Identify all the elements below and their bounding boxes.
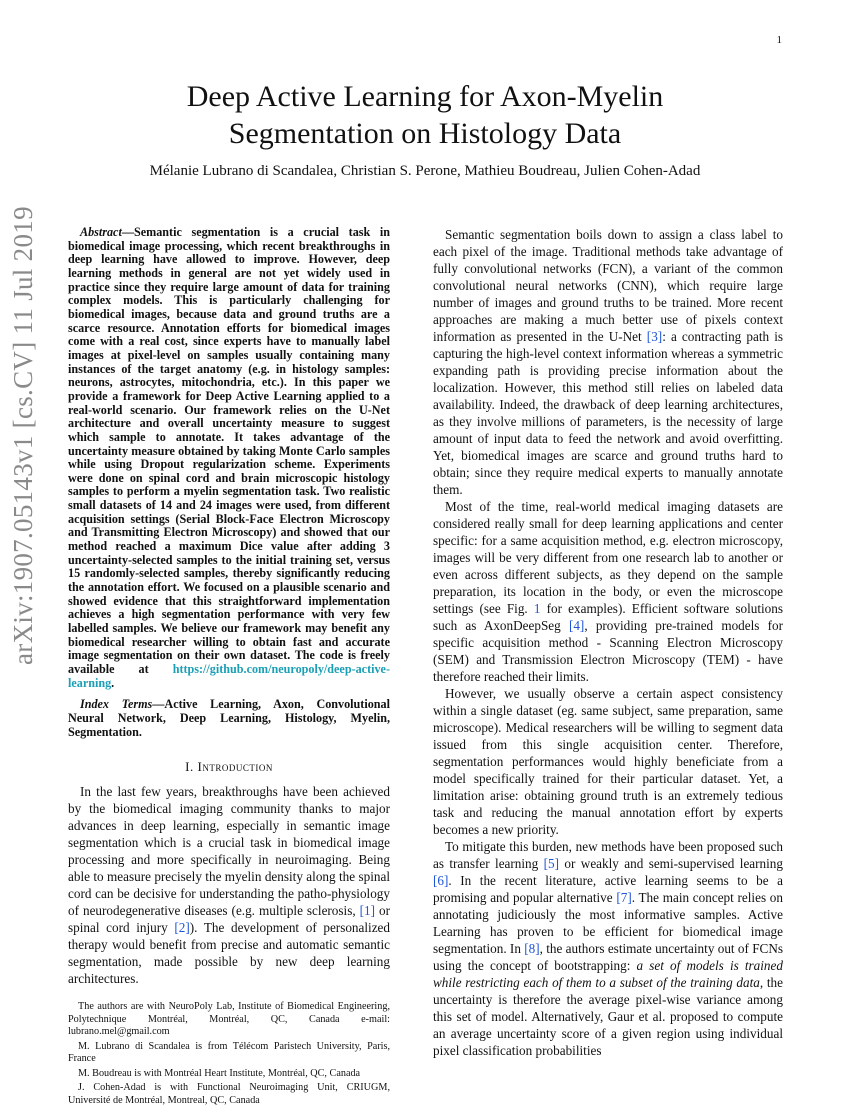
intro-paragraph	[68, 783, 390, 987]
citation-link[interactable]: [8]	[524, 941, 540, 956]
index-terms	[68, 698, 390, 739]
body-paragraph	[433, 226, 783, 498]
citation-link[interactable]: [2]	[174, 920, 190, 936]
citation-link[interactable]: [4]	[568, 618, 585, 633]
footnote: M. Lubrano di Scandalea is from Télécom Paristech University, Paris, France	[68, 1040, 390, 1065]
paragraph-text: , providing pre-trained models for specific acquisition method - Scanning Electron Microscopy (SEM) and Transmission Electron Microscopy (TEM) - have therefore reached their limits.	[433, 618, 783, 684]
title-line-1: Deep Active Learning for Axon-Myelin	[186, 80, 664, 113]
paragraph-text: . The main concept relies on annotating judiciously the most informative samples. Active Learning has proven to be efficient for biomedical image segmentation. In	[433, 890, 783, 956]
figure-reference-link[interactable]: 1	[533, 601, 541, 616]
citation-link[interactable]: [7]	[616, 890, 632, 905]
paragraph-text: or weakly and semi-supervised learning	[559, 856, 783, 871]
arxiv-identifier-stamp: arXiv:1907.05143v1 [cs.CV] 11 Jul 2019	[8, 206, 38, 665]
paragraph-text: . In the recent literature, active learning seems to be a promising and popular alternative	[433, 873, 783, 905]
section-heading-introduction: I. Introduction	[185, 759, 273, 775]
paragraph-text: , the uncertainty is therefore the average pixel-wise variance among this set of model. Alternatively, Gaur et al. proposed to compute an average uncertainty score of a given region using individual pixel classification probabilities	[433, 975, 783, 1058]
paragraph-text: Most of the time, real-world medical imaging datasets are considered really small for deep learning applications and center specific: for a same acquisition method, e.g. electron microscopy, images will be very different from one research lab to another or even across different subjects, as they depend on the sample preparation, its location in the body, or even the microscope settings (see Fig.	[433, 499, 783, 616]
title-line-2: Segmentation on Histology Data	[228, 117, 622, 150]
code-repository-link[interactable]: https://github.com/neuropoly/deep-active-learning	[68, 662, 390, 690]
paragraph-text: Semantic segmentation boils down to assign a class label to each pixel of the image. Traditional methods take advantage of fully convolutional networks (FCN), a variant of the common convolutional neural networks (CNN), which require large number of images and ground truths to be trained. More recent approaches are making a much better use of pixels context information as presented in the U-Net	[433, 227, 783, 344]
citation-link[interactable]: [1]	[359, 903, 376, 919]
right-column	[433, 226, 783, 1059]
paper-title	[100, 78, 750, 152]
footnote: The authors are with NeuroPoly Lab, Institute of Biomedical Engineering, Polytechnique Montréal, Montréal, QC, Canada e-mail: lubrano.mel@gmail.com	[68, 1001, 390, 1038]
abstract-text: —Semantic segmentation is a crucial task in biomedical image processing, which recent breakthroughs in deep learning have allowed to improve. However, deep learning methods in general are not yet widely used in practice since they require large amount of data for training complex models. This is particularly challenging for biomedical images, because data and ground truths are a scarce resource. Annotation efforts for biomedical images come with a real cost, since experts have to manually label images at pixel-level on samples usually containing many instances of the target anatomy (e.g. in histology samples: neurons, astrocytes, mitochondria, etc.). In this paper we provide a framework for Deep Active Learning applied to a real-world scenario. Our framework relies on the U-Net architecture and overall uncertainty measure to suggest which sample to annotate. It takes advantage of the uncertainty measure obtained by taking Monte Carlo samples while using Dropout regularization scheme. Experiments were done on spinal cord and brain microscopic histology samples to perform a myelin segmentation task. Two realistic small datasets of 14 and 24 images were used, from different acquisition settings (Serial Block-Face Electron Microscopy and Transmitting Electron Microscopy) and showed that our method reached a maximum Dice value after adding 3 uncertainty-selected samples to the initial training set, versus 15 randomly-selected samples, thereby significantly reducing the annotation effort. We focused on a plausible scenario and showed evidence that this straightforward implementation achieves a high segmentation performance with very few labelled samples. We believe our framework may benefit any biomedical researcher willing to obtain fast and accurate image segmentation on their own dataset. The code is freely available at	[68, 225, 390, 676]
paragraph-text: , the authors estimate uncertainty out of FCNs using the concept of bootstrapping:	[433, 941, 783, 973]
index-terms-lead: Index Terms	[80, 697, 153, 712]
paragraph-text: : a contracting path is capturing the high-level context information whereas a symmetric expanding path is providing precise information about the localization. However, this method still relies on labeled data availability. Indeed, the drawback of deep learning architectures, as they involve millions of parameters, is the necessity of large amount of input data to feed the network and avoid overfitting. Yet, biomedical images are scarce and ground truths hard to obtain; since they require medical experts to manually annotate them.	[433, 329, 783, 497]
emphasized-text: a set of models is trained while restricting each of them to a subset of the training data	[433, 958, 783, 990]
citation-link[interactable]: [5]	[543, 856, 560, 871]
footnote: J. Cohen-Adad is with Functional Neuroimaging Unit, CRIUGM, Université de Montréal, Montreal, QC, Canada	[68, 1082, 390, 1106]
abstract	[68, 226, 390, 690]
paragraph-text: for examples). Efficient software solutions such as AxonDeepSeg	[433, 601, 784, 633]
abstract-end: .	[111, 675, 115, 690]
body-paragraph	[433, 838, 783, 1059]
author-list: Mélanie Lubrano di Scandalea, Christian S. Perone, Mathieu Boudreau, Julien Cohen-Adad	[149, 163, 701, 179]
citation-link[interactable]: [3]	[646, 329, 663, 344]
index-terms-text: —Active Learning, Axon, Convolutional Neural Network, Deep Learning, Histology, Myelin, Segmentation.	[68, 697, 390, 739]
intro-text-b: or spinal cord injury	[68, 903, 390, 936]
page-number: 1	[776, 34, 782, 46]
abstract-lead: Abstract	[80, 225, 122, 239]
intro-text-c: ). The development of personalized therapy would benefit from precise and automatic semantic segmentation, made possible by new deep learning architectures.	[68, 920, 390, 987]
body-paragraph	[433, 498, 783, 685]
intro-text-a: In the last few years, breakthroughs have been achieved by the biomedical imaging community thanks to major advances in deep learning, especially in semantic image segmentation which is a crucial task in biomedical image processing and more specifically in neuroimaging. Being able to measure precisely the myelin density along the spinal cord can be decisive for understanding the patho-physiology of neurodegenerative diseases (e.g. multiple sclerosis,	[68, 784, 390, 919]
body-paragraph: However, we usually observe a certain aspect consistency within a single dataset (eg. same subject, same preparation, same microscope). Medical researchers will be willing to segment data issued from this single acquisition center. Therefore, segmentation performances would highly beneficiate from a model specifically trained for their particular dataset. Yet, a limitation arise: obtaining ground truth is an extremely tedious task and reducing the manual annotation effort by experts becomes a new priority.	[433, 686, 783, 837]
left-column	[68, 226, 390, 1109]
footnotes	[68, 1001, 390, 1107]
citation-link[interactable]: [6]	[433, 873, 449, 888]
paragraph-text: To mitigate this burden, new methods have been proposed such as transfer learning	[433, 839, 783, 871]
footnote: M. Boudreau is with Montréal Heart Institute, Montréal, QC, Canada	[78, 1067, 361, 1079]
